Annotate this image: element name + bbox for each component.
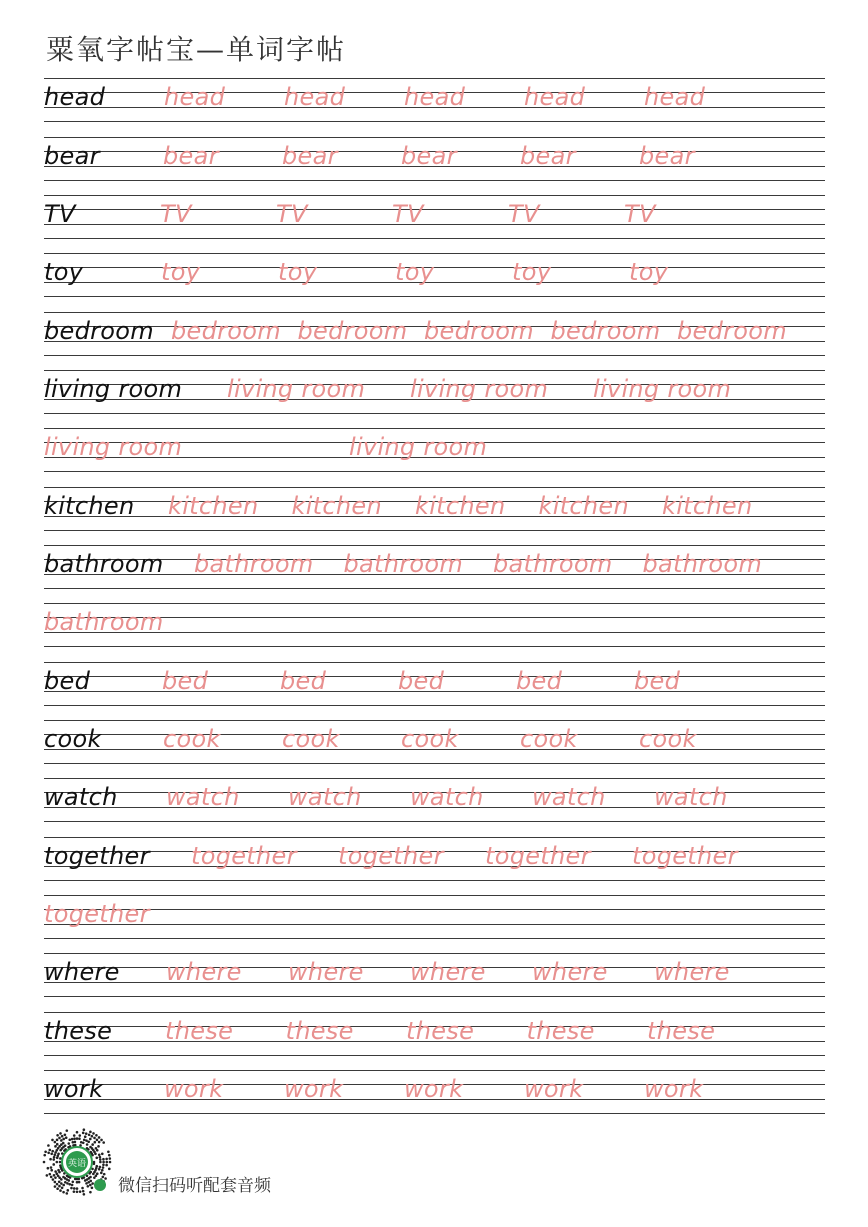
trace-word: together — [191, 842, 297, 870]
audio-note: 微信扫码听配套音频 — [118, 1176, 271, 1196]
ruled-line — [44, 1055, 825, 1056]
footer — [42, 1127, 442, 1197]
model-word: toy — [44, 258, 84, 286]
trace-word: bed — [516, 667, 563, 695]
trace-word: bear — [282, 142, 338, 170]
copybook-row — [44, 953, 825, 997]
trace-word: kitchen — [415, 492, 506, 520]
model-word: TV — [44, 200, 76, 228]
trace-word: cook — [520, 725, 578, 753]
ruled-line — [44, 355, 825, 356]
ruled-line — [44, 588, 825, 589]
page-title: 粟氧字帖宝—单词字帖 — [46, 33, 347, 66]
trace-word: together — [44, 900, 150, 928]
trace-word: watch — [166, 783, 240, 811]
ruled-line — [44, 646, 825, 647]
trace-word: bear — [163, 142, 219, 170]
copybook-row — [44, 137, 825, 181]
trace-word: cook — [282, 725, 340, 753]
ruled-line — [44, 924, 825, 925]
trace-word: where — [288, 958, 364, 986]
copybook-row — [44, 895, 825, 939]
trace-word: work — [164, 1075, 224, 1103]
model-word: where — [44, 958, 120, 986]
model-word: head — [44, 83, 106, 111]
copybook-row — [44, 253, 825, 297]
trace-word: watch — [288, 783, 362, 811]
trace-word: work — [644, 1075, 704, 1103]
trace-word: these — [526, 1017, 595, 1045]
ruled-line — [44, 121, 825, 122]
model-word: bathroom — [44, 550, 164, 578]
trace-word: toy — [512, 258, 552, 286]
ruled-line — [44, 763, 825, 764]
copybook-row — [44, 1012, 825, 1056]
ruled-line — [44, 180, 825, 181]
model-word: work — [44, 1075, 104, 1103]
trace-word: these — [165, 1017, 234, 1045]
trace-word: head — [404, 83, 466, 111]
model-word: together — [44, 842, 150, 870]
trace-word: kitchen — [168, 492, 259, 520]
trace-word: bear — [401, 142, 457, 170]
model-word: these — [44, 1017, 113, 1045]
trace-word: work — [404, 1075, 464, 1103]
trace-word: bedroom — [550, 317, 661, 345]
qr-corner-dot — [94, 1179, 106, 1191]
copybook-row — [44, 487, 825, 531]
trace-word: living room — [44, 433, 183, 461]
trace-word: TV — [392, 200, 424, 228]
ruled-line — [44, 1113, 825, 1114]
trace-word: bedroom — [424, 317, 534, 345]
trace-word: head — [524, 83, 586, 111]
model-word: living room — [44, 375, 183, 403]
trace-word: these — [285, 1017, 354, 1045]
trace-word: where — [532, 958, 608, 986]
trace-word: where — [654, 958, 730, 986]
trace-word: kitchen — [538, 492, 629, 520]
trace-word: bedroom — [677, 317, 787, 345]
trace-word: living room — [593, 375, 732, 403]
trace-word: work — [524, 1075, 584, 1103]
trace-word: TV — [508, 200, 540, 228]
trace-word: where — [166, 958, 242, 986]
trace-word: cook — [401, 725, 459, 753]
trace-word: TV — [624, 200, 656, 228]
trace-word: bathroom — [343, 550, 464, 578]
trace-word: bed — [280, 667, 327, 695]
trace-word: bed — [162, 667, 209, 695]
trace-word: cook — [163, 725, 221, 753]
ruled-line — [44, 705, 825, 706]
trace-word: watch — [410, 783, 484, 811]
trace-word: work — [284, 1075, 344, 1103]
ruled-line — [44, 938, 825, 939]
trace-word: TV — [160, 200, 192, 228]
trace-word: toy — [395, 258, 435, 286]
trace-word: living room — [410, 375, 549, 403]
ruled-line — [44, 821, 825, 822]
trace-word: bathroom — [194, 550, 314, 578]
trace-word: toy — [629, 258, 669, 286]
qr-code-icon[interactable] — [42, 1127, 112, 1197]
trace-word: kitchen — [662, 492, 753, 520]
model-word: bed — [44, 667, 91, 695]
trace-word: bedroom — [171, 317, 281, 345]
trace-word: toy — [161, 258, 201, 286]
ruled-line — [44, 909, 825, 910]
trace-word: watch — [532, 783, 606, 811]
qr-badge-label: 英语 — [67, 1159, 87, 1169]
copybook-row — [44, 370, 825, 414]
model-word: cook — [44, 725, 102, 753]
model-word: kitchen — [44, 492, 135, 520]
trace-word: bathroom — [44, 608, 164, 636]
ruled-line — [44, 895, 825, 896]
trace-word: where — [410, 958, 486, 986]
copybook-row — [44, 195, 825, 239]
trace-word: TV — [276, 200, 308, 228]
copybook-row — [44, 428, 825, 472]
trace-word: bed — [398, 667, 445, 695]
trace-word: these — [406, 1017, 475, 1045]
trace-word: these — [647, 1017, 716, 1045]
ruled-line — [44, 530, 825, 531]
trace-word: head — [644, 83, 706, 111]
copybook-row — [44, 78, 825, 122]
model-word: watch — [44, 783, 118, 811]
copybook-row — [44, 1070, 825, 1114]
trace-word: watch — [654, 783, 728, 811]
ruled-line — [44, 238, 825, 239]
trace-word: cook — [639, 725, 697, 753]
ruled-line — [44, 471, 825, 472]
copybook-row — [44, 603, 825, 647]
trace-word: bathroom — [493, 550, 613, 578]
trace-word: bed — [634, 667, 681, 695]
trace-word: together — [338, 842, 444, 870]
trace-word: kitchen — [291, 492, 382, 520]
copybook-row — [44, 662, 825, 706]
trace-word: living room — [349, 433, 488, 461]
model-word: bear — [44, 142, 100, 170]
trace-word: head — [164, 83, 226, 111]
copybook-row — [44, 837, 825, 881]
trace-word: bear — [520, 142, 576, 170]
trace-word: living room — [227, 375, 366, 403]
trace-word: toy — [278, 258, 318, 286]
model-word: bedroom — [44, 317, 154, 345]
copybook-row — [44, 545, 825, 589]
copybook-row — [44, 778, 825, 822]
ruled-line — [44, 880, 825, 881]
trace-word: bedroom — [297, 317, 408, 345]
copybook-row — [44, 720, 825, 764]
trace-word: together — [632, 842, 738, 870]
ruled-line — [44, 413, 825, 414]
trace-word: together — [485, 842, 591, 870]
ruled-line — [44, 996, 825, 997]
trace-word: bathroom — [642, 550, 763, 578]
trace-word: head — [284, 83, 346, 111]
copybook-row — [44, 312, 825, 356]
trace-word: bear — [639, 142, 695, 170]
ruled-line — [44, 296, 825, 297]
